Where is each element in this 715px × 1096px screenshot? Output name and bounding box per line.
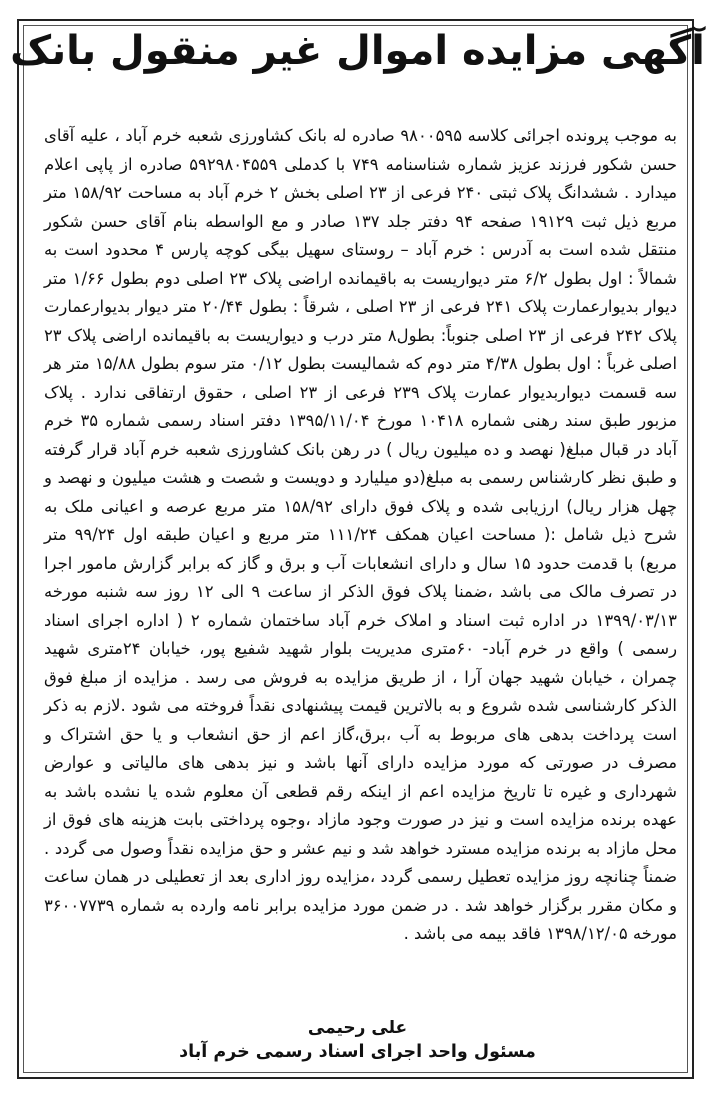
signer-name: علی رحیمی <box>307 1018 408 1038</box>
notice-title: آگهی مزایده اموال غیر منقول بانک <box>10 28 705 74</box>
signer-title: مسئول واحد اجرای اسناد رسمی خرم آباد <box>179 1042 536 1062</box>
notice-body: به موجب پرونده اجرائی کلاسه ۹۸۰۰۵۹۵ صادره له بانک کشاورزی شعبه خرم آباد ، علیه آقای حسن شکور فرزند عزیز شماره شناسنامه ۷۴۹ با کدملی ۵۹۲۹۸۰۴۵۵۹ صادره از پاپی اعلام میدارد . ششدانگ پلاک ثبتی ۲۴۰ فرعی از ۲۳ اصلی بخش ۲ خرم آباد به مساحت ۱۵۸/۹۲ متر مربع ذیل ثبت ۱۹۱۲۹ صفحه ۹۴ دفتر جلد ۱۳۷ صادر و مع الواسطه بنام آقای حسن شکور منتقل شده است به آدرس : خرم آباد – روستای سهیل بیگی کوچه پارس ۴ محدود است به شمالاً : اول بطول ۶/۲ متر دیواریست به باقیمانده اراضی پلاک ۲۳ اصلی دوم بطول ۱/۶۶ متر دیوار بدیوارعمارت پلاک ۲۴۱ فرعی از ۲۳ اصلی ، شرقاً : بطول ۲۰/۴۴ متر دیوار بدیوارعمارت پلاک ۲۴۲ فرعی از ۲۳ اصلی جنوباً: بطول۸ متر درب و دیواریست به باقیمانده اراضی پلاک ۲۳ اصلی غرباً : اول بطول ۴/۳۸ متر دوم که شمالیست بطول ۰/۱۲ متر سوم بطول ۱۵/۸۸ متر هر سه قسمت دیواربدیوار عمارت پلاک ۲۳۹ فرعی از ۲۳ اصلی ، حقوق ارتفاقی ندارد . پلاک مزبور طبق سند رهنی شماره ۱۰۴۱۸ مورخ ۱۳۹۵/۱۱/۰۴ دفتر اسناد رسمی شماره ۳۵ خرم آباد در قبال مبلغ( نهصد و ده میلیون ریال ) در رهن بانک کشاورزی شعبه خرم آباد قرار گرفته و طبق نظر کارشناس رسمی به مبلغ(دو میلیارد و دویست و شصت و هشت میلیون و نهصد و چهل هزار ریال) ارزیابی شده و پلاک فوق دارای ۱۵۸/۹۲ متر مربع عرصه و اعیانی ملک به شرح ذیل شامل :( مساحت اعیان همکف ۱۱۱/۲۴ متر مربع و اعیان طبقه اول ۹۹/۲۴ متر مربع) با قدمت حدود ۱۵ سال و دارای انشعابات آب و برق و گاز که برابر گزارش مامور اجرا در تصرف مالک می باشد ،ضمنا پلاک فوق الذکر از ساعت ۹ الی ۱۲ روز سه شنبه مورخه ۱۳۹۹/۰۳/۱۳ در اداره ثبت اسناد و املاک خرم آباد ساختمان شماره ۲ ( اداره اجرای اسناد رسمی ) واقع در خرم آباد- ۶۰متری مدیریت بلوار شهید شفیع پور، خیابان ۲۴متری شهید چمران ، خیابان شهید جهان آرا ، از طریق مزایده به فروش می رسد . مزایده از مبلغ فوق الذکر کارشناسی شده شروع و به بالاترین قیمت پیشنهادی نقداً فروخته می شود .لازم به ذکر است پرداخت بدهی های مربوط به آب ،برق،گاز اعم از حق انشعاب و یا حق اشتراک و مصرف در صورتی که مورد مزایده دارای آنها باشد و نیز بدهی های مالیاتی و عوارض شهرداری و غیره تا تاریخ مزایده اعم از اینکه رقم قطعی آن معلوم شده یا نشده باشد به عهده برنده مزایده است و نیز در صورت وجود مازاد ،وجوه پرداختی بابت هزینه های فوق از محل مازاد به برنده مزایده مسترد خواهد شد و نیم عشر و حق مزایده نقداً وصول می گردد . ضمناً چنانچه روز مزایده تعطیل رسمی گردد ،مزایده روز اداری بعد از تعطیلی در همان ساعت و مکان مقرر برگزار خواهد شد . در ضمن مورد مزایده برابر نامه وارده به شماره ۳۶۰۰۷۷۳۹ مورخه ۱۳۹۸/۱۲/۰۵ فاقد بیمه می باشد . <box>44 126 678 943</box>
